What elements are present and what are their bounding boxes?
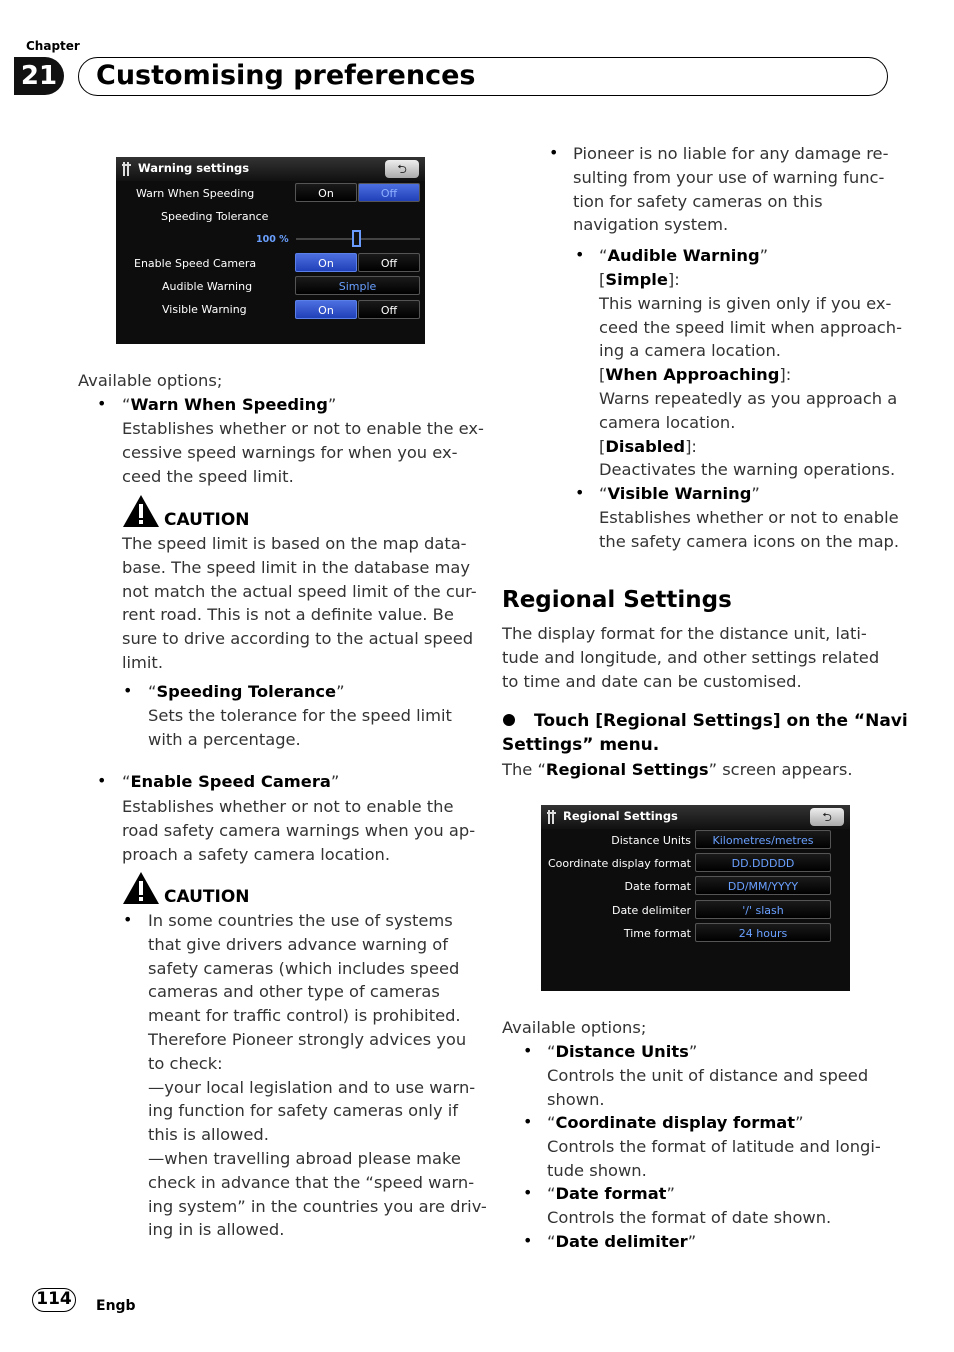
speed-camera-off-button[interactable]: Off <box>358 253 420 272</box>
date-name: Date format <box>555 1184 667 1203</box>
quote-open: “ <box>148 682 157 701</box>
text-line: ing in is allowed. <box>148 1220 285 1240</box>
option-label: Disabled <box>605 436 686 456</box>
bullet: • <box>97 394 107 413</box>
text-line: Sets the tolerance for the speed limit <box>148 706 452 725</box>
quote-close: ” <box>327 395 337 414</box>
caution-label-1: CAUTION <box>164 510 250 530</box>
text-line: shown. <box>547 1089 605 1109</box>
bullet: • <box>575 245 585 264</box>
bullet: • <box>123 910 133 929</box>
text-line: to check: <box>148 1053 223 1073</box>
speed-camera-on-button[interactable]: On <box>295 253 357 272</box>
text-line: tude shown. <box>547 1160 647 1180</box>
text-line: Therefore Pioneer strongly advices you <box>148 1029 467 1049</box>
quote-close: ” <box>330 772 340 791</box>
bullet: • <box>523 1231 533 1250</box>
quote-open: “ <box>547 1184 556 1203</box>
camera-name: Enable Speed Camera <box>130 772 331 791</box>
camera-heading <box>122 770 339 794</box>
text-line: —your local legislation and to use warn- <box>148 1077 476 1097</box>
date-delimiter-button[interactable]: '/' slash <box>695 900 831 919</box>
distance-name: Distance Units <box>555 1042 689 1061</box>
row-label-warn-when-speeding: Warn When Speeding <box>136 187 255 200</box>
option-simple: [Simple]: <box>599 270 680 289</box>
bullet: • <box>97 771 107 790</box>
text-line: camera location. <box>599 412 736 432</box>
option-when-approaching: [When Approaching]: <box>599 365 792 385</box>
quote-close: ” <box>795 1113 804 1132</box>
text-line: limit. <box>122 652 163 672</box>
back-arrow-icon[interactable]: ⮌ <box>385 160 419 178</box>
quote-open: “ <box>547 1232 556 1251</box>
text-line: ceed the speed limit. <box>122 466 294 486</box>
visible-warning-off-button[interactable]: Off <box>358 300 420 319</box>
quote-open: “ <box>547 1113 556 1132</box>
text-line: The speed limit is based on the map data- <box>122 534 467 553</box>
text-line: tude and longitude, and other settings related <box>502 647 880 667</box>
text-line: ing a camera location. <box>599 341 781 361</box>
page-title: Customising preferences <box>96 60 476 91</box>
quote-open: “ <box>547 1042 556 1061</box>
text-line: Establishes whether or not to enable <box>599 508 899 527</box>
regional-settings-screenshot <box>541 805 850 991</box>
distance-heading <box>547 1040 697 1064</box>
delim-heading <box>547 1230 696 1254</box>
text-line: rent road. This is not a definite value. Be <box>122 605 454 625</box>
coord-heading <box>547 1111 804 1135</box>
regional-intro <box>502 622 879 693</box>
text-line: tion for safety cameras on this <box>573 191 823 211</box>
text-line: with a percentage. <box>148 729 301 749</box>
text-line: Establishes whether or not to enable the <box>122 797 454 816</box>
text-line: cameras and other type of cameras <box>148 982 440 1002</box>
text-line: ing system” in the countries you are driv- <box>148 1196 487 1216</box>
chapter-label: Chapter <box>26 39 80 53</box>
text-line: this is allowed. <box>148 1125 269 1145</box>
text-line: Controls the unit of distance and speed <box>547 1066 869 1085</box>
text-line: Controls the format of date shown. <box>547 1208 832 1227</box>
text-line: road safety camera warnings when you ap- <box>122 820 476 840</box>
row-label-date-format: Date format <box>624 880 691 893</box>
date-desc <box>547 1206 831 1230</box>
coord-desc <box>547 1135 881 1183</box>
step-line-1: Touch [Regional Settings] on the “Navi <box>534 711 908 731</box>
row-label-speeding-tolerance: Speeding Tolerance <box>161 210 269 223</box>
language-code: Engb <box>96 1298 136 1314</box>
row-label-time-format: Time format <box>623 927 691 940</box>
text-line: not match the actual speed limit of the cur- <box>122 581 477 601</box>
bullet: • <box>123 681 133 700</box>
tolerance-percent: 100 % <box>256 234 289 245</box>
text-line: check in advance that the “speed warn- <box>148 1172 475 1192</box>
text-line: ing function for safety cameras only if <box>148 1101 459 1121</box>
text-line: Deactivates the warning operations. <box>599 460 896 480</box>
audible-options <box>599 268 902 482</box>
regional-settings-heading: Regional Settings <box>502 587 732 613</box>
text-line: base. The speed limit in the database may <box>122 557 471 577</box>
warn-speeding-on-button[interactable]: On <box>295 183 357 202</box>
text-fragment: Regional Settings <box>545 760 709 779</box>
quote-close: ” <box>687 1232 697 1251</box>
audible-warning-button[interactable]: Simple <box>295 276 420 295</box>
visible-warning-on-button[interactable]: On <box>295 300 357 319</box>
navi-logo-icon <box>122 161 132 177</box>
text-line: the safety camera icons on the map. <box>599 531 900 551</box>
tolerance-desc <box>148 704 452 752</box>
bullet: • <box>575 483 585 502</box>
visible-heading <box>599 482 760 506</box>
step-line-2: Settings” menu. <box>502 735 660 755</box>
text-line: safety cameras (which includes speed <box>148 958 460 978</box>
row-label-coordinate-format: Coordinate display format <box>547 857 691 870</box>
audible-heading <box>599 244 768 268</box>
quote-close: ” <box>688 1042 698 1061</box>
option-label: Simple <box>605 270 668 289</box>
screen-appears <box>502 758 853 782</box>
bullet: • <box>523 1112 533 1131</box>
date-format-button[interactable]: DD/MM/YYYY <box>695 876 831 895</box>
pioneer-liability <box>573 142 888 237</box>
option-label: When Approaching <box>605 365 780 385</box>
quote-close: ” <box>751 484 760 503</box>
screen-title: Regional Settings <box>563 809 678 823</box>
caution-warning-icon <box>122 871 160 905</box>
text-line: Pioneer is no liable for any damage re- <box>573 144 889 163</box>
quote-open: “ <box>599 484 608 503</box>
bullet: • <box>523 1183 533 1202</box>
page-number: 114 <box>32 1288 76 1312</box>
distance-units-button[interactable]: Kilometres/metres <box>695 830 831 849</box>
warn-speeding-off-button[interactable]: Off <box>358 183 420 202</box>
chapter-number: 21 <box>14 57 64 95</box>
caution-warning-icon <box>122 494 160 528</box>
back-arrow-icon[interactable]: ⮌ <box>810 808 844 826</box>
distance-desc <box>547 1064 868 1112</box>
row-label-enable-speed-camera: Enable Speed Camera <box>134 257 257 270</box>
visible-desc <box>599 506 899 554</box>
text-fragment: The “ <box>502 760 546 779</box>
date-heading <box>547 1182 675 1206</box>
step-bullet-icon <box>503 714 515 726</box>
text-line: that give drivers advance warning of <box>148 934 448 954</box>
quote-close: ” <box>666 1184 675 1203</box>
quote-open: “ <box>599 246 608 265</box>
quote-open: “ <box>122 772 131 791</box>
bullet: • <box>523 1041 533 1060</box>
text-line: sulting from your use of warning func- <box>573 167 885 187</box>
quote-close: ” <box>336 682 345 701</box>
text-line: Warns repeatedly as you approach a <box>599 388 898 408</box>
quote-open: “ <box>122 395 131 414</box>
text-line: meant for traffic control) is prohibited. <box>148 1006 461 1026</box>
delim-name: Date delimiter <box>555 1232 688 1251</box>
text-fragment: ” screen appears. <box>708 760 853 779</box>
audible-name: Audible Warning <box>607 246 760 265</box>
warning-settings-screenshot <box>116 157 425 344</box>
warn-speeding-desc <box>122 417 484 488</box>
text-line: sure to drive according to the actual speed <box>122 629 474 649</box>
text-line: cessive speed warnings for when you ex- <box>122 442 458 462</box>
warn-speeding-heading <box>122 393 336 417</box>
available-options-right: Available options; <box>502 1018 647 1037</box>
navi-logo-icon <box>547 809 557 825</box>
tolerance-heading <box>148 680 345 704</box>
warn-speeding-name: Warn When Speeding <box>130 395 328 414</box>
option-disabled: [Disabled]: <box>599 436 697 456</box>
caution-label-2: CAUTION <box>164 887 250 907</box>
quote-close: ” <box>759 246 769 265</box>
tolerance-name: Speeding Tolerance <box>156 682 337 701</box>
text-line: Establishes whether or not to enable the ex- <box>122 419 484 438</box>
camera-desc <box>122 795 475 866</box>
row-label-date-delimiter: Date delimiter <box>611 904 691 917</box>
text-line: navigation system. <box>573 215 729 235</box>
row-label-distance-units: Distance Units <box>611 834 691 847</box>
caution-text-1 <box>122 532 477 675</box>
text-line: Controls the format of latitude and longi- <box>547 1137 881 1156</box>
text-line: This warning is given only if you ex- <box>599 293 892 313</box>
row-label-visible-warning: Visible Warning <box>162 303 247 316</box>
text-line: The display format for the distance unit, lati- <box>502 624 867 643</box>
text-line: proach a safety camera location. <box>122 844 391 864</box>
time-format-button[interactable]: 24 hours <box>695 923 831 942</box>
tolerance-slider-handle[interactable] <box>352 230 361 247</box>
screen-title: Warning settings <box>138 161 250 175</box>
text-line: —when travelling abroad please make <box>148 1148 461 1168</box>
row-label-audible-warning: Audible Warning <box>162 280 253 293</box>
available-options-left: Available options; <box>78 371 223 390</box>
bullet: • <box>549 143 559 162</box>
text-line: ceed the speed limit when approach- <box>599 317 902 337</box>
coordinate-format-button[interactable]: DD.DDDDD <box>695 853 831 872</box>
visible-name: Visible Warning <box>607 484 752 503</box>
caution-text-2 <box>148 909 487 1242</box>
text-line: In some countries the use of systems <box>148 911 453 930</box>
coord-name: Coordinate display format <box>555 1113 796 1132</box>
text-line: to time and date can be customised. <box>502 671 802 691</box>
